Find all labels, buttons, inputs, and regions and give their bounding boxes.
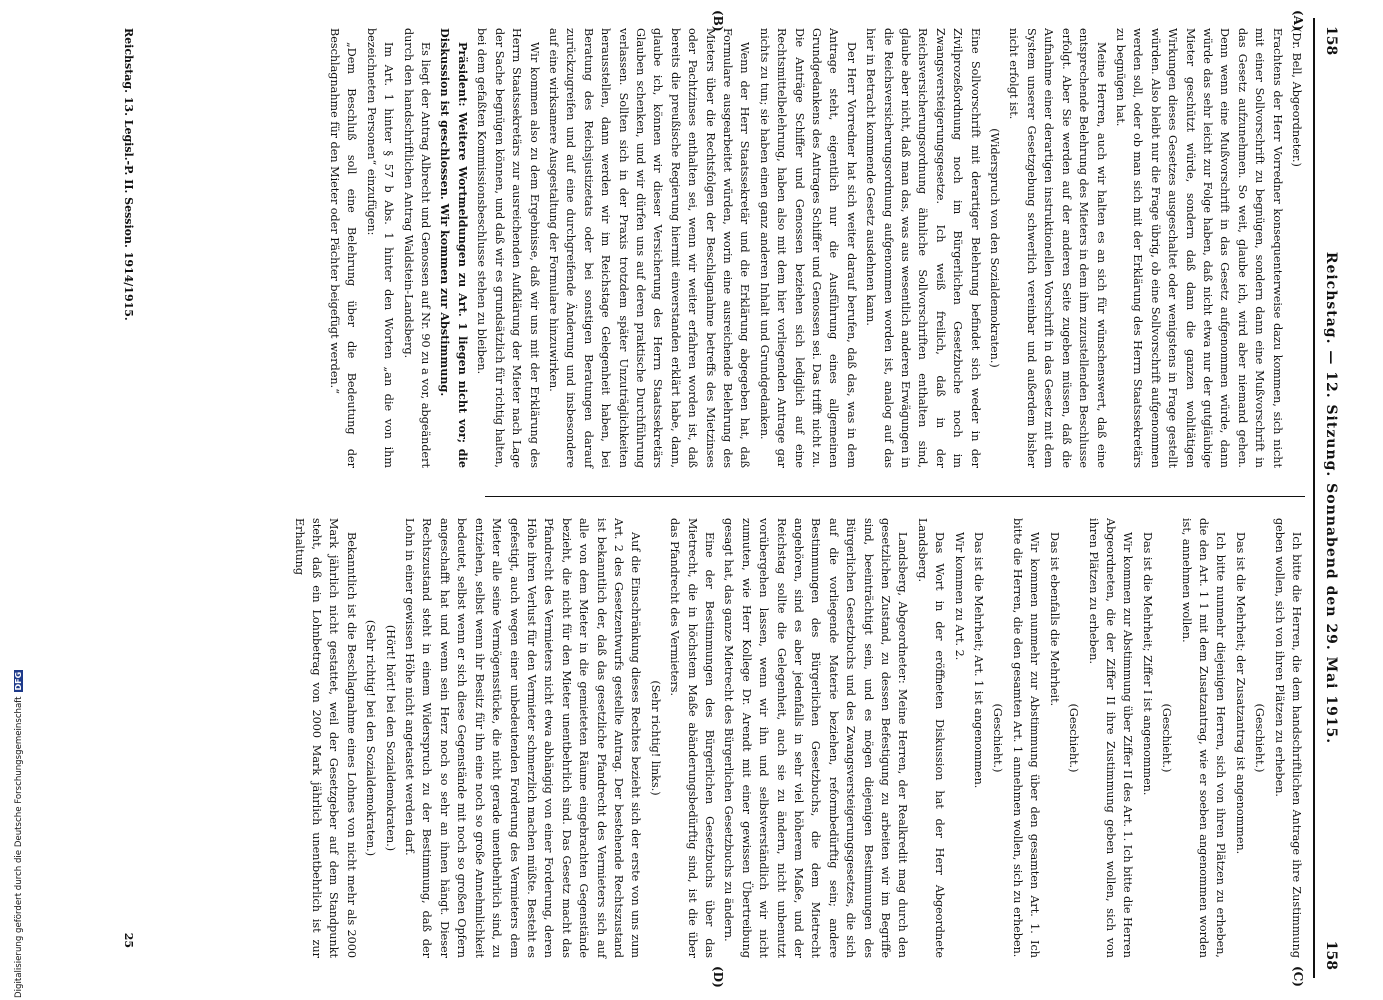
right-column [115, 518, 1305, 958]
margin-marker-a: (A) [1291, 10, 1305, 31]
credit-text: Digitalisierung gefördert durch die Deutsche Forschungsgemeinschaft [14, 696, 24, 998]
running-head: Reichstag. — 12. Sitzung. Sonnabend den 29. Mai 1915. [1323, 251, 1339, 745]
paragraph: Wir kommen zur Abstimmung über Ziffer II des Art. 1. Ich bitte die Herren Abgeordneten, die der Ziffer II ihre Zustimmung geben wollen, sich von ihren Plätzen zu erheben. [1086, 518, 1135, 958]
paragraph: Wir kommen nunmehr zur Abstimmung über den gesamten Art. 1. Ich bitte die Herren, die den gesamten Art. 1 annehmen wollen, sich zu erheben. [1010, 518, 1042, 958]
paragraph: Wir kommen also zu dem Ergebnisse, daß wir uns mit der Erklärung des Herrn Staatssekretärs zur ausreichenden Aufklärung der Mieter nach Lage der Sache begnügen können, und daß wir es grundsätzlich für richtig halten, bei dem gefaßten Kommissionsbeschlusse stehen zu bleiben. [475, 28, 541, 468]
president-statement: Präsident: Weitere Wortmeldungen zu Art. 1 liegen nicht vor; die Diskussion ist geschlossen. Wir kommen zur Abstimmung. [438, 28, 470, 468]
rotated-sheet [95, 10, 1345, 988]
page-number-right: 158 [1323, 940, 1339, 970]
stage-direction: (Geschieht.) [1160, 703, 1174, 773]
paragraph: Auf die Einschränkung dieses Rechtes bezieht sich der erste von uns zum Art. 2 des Gesetzentwurfs gestellte Antrag. Der bestehende Rechtszustand ist bekanntlich der, daß das gesetzliche Pfandrecht des Vermieters sich auf alle von dem Mieter in die gemieteten Räume eingebrachten Gegenstände bezieht, die nicht für den Mieter unentbehrlich sind. Das Gesetz macht das Pfandrecht des Vermieters nicht etwa abhängig von einer Forderung, deren Höhe ihren Verlust für den Vermieter schmerzlich machen müßte. Besteht es gefestigt, auch wegen einer unbedeutenden Forderung des Vermieters dem Mieter alle seine Vermögensstücke, die nicht gerade unentbehrlich sind, zu entziehen, selbst wenn ihr Besitz für ihn eine noch so große Annehmlichkeit bedeutet, selbst wenn er sich diese Gegenstände mit noch so großen Opfern angeschafft hat und wenn sein Herz noch so sehr an ihnen hängt. Dieser Rechtszustand steht in einem Widerspruch zu der Bestimmung, daß der Lohn in einer gewissen Höhe nicht angetastet werden darf. [403, 518, 643, 958]
stage-direction: (Widerspruch von den Sozialdemokraten.) [988, 128, 1002, 368]
paragraph: Der Herr Vorredner hat sich weiter darauf berufen, daß das, was in dem Antrage steht, eigentlich nur die Ausführung eines allgemeinen Grundgedankens des Antrages Schiffer und Genossen sei. Das trifft nicht zu. Die Anträge Schiffer und Genossen beziehen sich lediglich auf eine Rechtsmittelbelehrung, haben also mit dem hier vorliegenden Antrage gar nichts zu tun; sie haben einen ganz anderen Inhalt und Grundgedanken. [757, 28, 858, 468]
paragraph: Das ist ebenfalls die Mehrheit. [1047, 532, 1061, 707]
paragraph: Wir kommen zu Art. 2. [952, 532, 966, 661]
speaker-tag: (Dr. Bell, Abgeordneter.) [1290, 28, 1303, 167]
paragraph: Das Wort in der eröffneten Diskussion hat der Herr Abgeordnete Landsberg. [915, 518, 947, 958]
paragraph: Bekanntlich ist die Beschlagnahme eines Lohnes von nicht mehr als 2000 Mark jährlich nicht gestattet, weil der Gesetzgeber auf dem Standpunkt steht, daß ein Lohnbetrag von 2000 Mark jährlich unentbehrlich ist zur Erhaltung [292, 518, 358, 958]
paragraph: Erachtens der Herr Vorredner konsequenterweise dazu kommen, sich nicht mit einer Sollvorschrift zu begnügen, sondern dann eine Mußvorschrift in das Gesetz aufzunehmen. So weit, glaube ich, wird aber niemand gehen. Denn wenn eine Mußvorschrift in das Gesetz aufgenommen würde, dann würde das sehr leicht zur Folge haben, daß nicht etwa nur der gutgläubige Mieter geschützt würde, sondern daß dann die ganzen wohltätigen Wirkungen dieses Gesetzes ausgeschaltet oder wenigstens in Frage gestellt würden. Also bleibt nur die Frage übrig, ob eine Sollvorschrift aufgenommen werden soll, oder ob man sich mit der Erklärung des Herrn Staatssekretärs zu begnügen hat. [1113, 28, 1284, 468]
digitization-credit [2, 603, 24, 998]
quoted-amendment: „Dem Beschluß soll eine Belehrung über die Bedeutung der Beschlagnahme für den Mieter oder Pächter beigefügt werden.“ [328, 28, 359, 468]
page-header [1313, 18, 1345, 978]
stage-direction: (Geschieht.) [1253, 703, 1267, 773]
paragraph: Ich bitte nunmehr diejenigen Herren, sich von ihren Plätzen zu erheben, die den Art. 1 1 mit dem Zusatzantrag, wie er soeben angenommen worden ist, annehmen wollen. [1179, 518, 1228, 958]
stage-direction: (Hört! hört! bei den Sozialdemokraten.) [383, 624, 397, 852]
footer-signature: 25 [122, 932, 135, 948]
margin-marker-d: (D) [711, 966, 725, 988]
paragraph: Wenn der Herr Staatssekretär und die Erklärung abgegeben hat, daß Formulare ausgearbeitet würden, worin eine ausreichende Belehrung des Mieters über die Rechtsfolgen der Beschlagnahme betreffs des Mietzinses oder Pachtzinses enthalten sei, wenn wir weiter erfahren worden ist, daß bereits die preußische Regierung hiermit einverstanden erklärt habe, dann, glaube ich, können wir dieser Versicherung des Herrn Staatssekretärs Glauben schenken, und wir dürfen uns auf deren praktische Durchführung verlassen. Sollten sich in der Praxis trotzdem später Unzuträglichkeiten herausstellen, dann werden wir im Reichstage Gelegenheit haben, bei Beratung des Reichsjustizetats oder bei sonstigen Beratungen darauf zurückzugreifen und auf eine durchgreifende Änderung und insbesondere auf eine wirksamere Ausgestaltung der Formulare hinzuwirken. [546, 28, 752, 468]
paragraph: Eine Sollvorschrift mit derartiger Belehrung befindet sich weder in der Zivilprozeßordnung noch im Bürgerlichen Gesetzbuche noch im Zwangsversteigerungsgesetze. Ich weiß freilich, daß in der Reichsversicherungsordnung ähnliche Sollvorschriften enthalten sind, glaube aber nicht, daß man das, was aus wesentlich anderen Erwägungen in die Reichsversicherungsordnung aufgenommen worden ist, analog auf das hier in Betracht kommende Gesetz ausdehnen kann. [864, 28, 982, 468]
dfg-logo: DFG [14, 671, 23, 691]
paragraph: Ich bitte die Herren, die dem handschriftlichen Antrage ihre Zustimmung geben wollen, sich von ihren Plätzen zu erheben. [1272, 518, 1303, 958]
paragraph: Das ist die Mehrheit; Ziffer I ist angenommen. [1140, 532, 1154, 796]
margin-marker-c: (C) [1291, 966, 1305, 987]
column-divider [485, 496, 1305, 497]
paragraph: Das ist die Mehrheit; der Zusatzantrag ist angenommen. [1233, 532, 1247, 855]
paragraph: Es liegt der Antrag Albrecht und Genossen auf Nr. 90 zu a vor, abgeändert durch den handschriftlichen Antrag Waldstein-Landsberg. [401, 28, 433, 468]
page-number-left: 158 [1323, 26, 1339, 56]
left-column [115, 28, 1305, 468]
stage-direction: (Geschieht.) [1067, 703, 1081, 773]
paragraph: Im Art. 1 hinter § 57 b Abs. 1 hinter den Worten „an die von ihm bezeichneten Personen“ einzufügen: [364, 28, 396, 468]
paragraph: Eine der Bestimmungen des Bürgerlichen Gesetzbuchs über das Mietrecht, die in höchstem Maße abänderungsbedürftig sind, ist die über das Pfandrecht des Vermieters. [668, 518, 716, 958]
margin-marker-b: (B) [711, 10, 725, 32]
stage-direction: (Sehr richtig! bei den Sozialdemokraten.) [364, 619, 378, 857]
paragraph: Meine Herren, auch wir halten es an sich für wünschenswert, daß eine entsprechende Belehrung des Mieters in dem ihm zuzustellenden Beschlusse erfolgt. Aber Sie werden auf der anderen Seite zugeben müssen, daß die Aufnahme einer derartigen instruktionellen Vorschrift in das Gesetz mit dem System unserer Gesetzgebung schwerlich vereinbar und außerdem bisher nicht erfolgt ist. [1007, 28, 1108, 468]
stage-direction: (Geschieht.) [991, 703, 1005, 773]
speaker-paragraph: Landsberg, Abgeordneter: Meine Herren, der Realkredit mag durch den gesetzlichen Zustand, zu dessen Befestigung zu arbeiten wir im Begriffe sind, beeinträchtigt sein, und es mögen diejenigen Bestimmungen des Bürgerlichen Gesetzbuchs und des Zwangsversteigerungsgesetzes, die sich auf die vorliegende Materie beziehen, reformbedürftig sein; andere Bestimmungen des Bürgerlichen Gesetzbuchs, die dem Mietrecht angehören, sind es aber jedenfalls in sehr viel höherem Maße, und der Reichstag sollte die Gelegenheit, auch sie zu ändern, nicht unbenutzt vorübergehen lassen, wenn wir ihn und selbstverständlich wir nicht zumuten, wie Herr Kollege Dr. Arendt mit einer gewissen Übertreibung gesagt hat, das ganze Mietrecht des Bürgerlichen Gesetzbuchs zu ändern. [722, 518, 910, 958]
stage-direction: (Sehr richtig! links.) [648, 680, 662, 796]
footer-publication: Reichstag. 13. Legisl.-P. II. Session. 1914/1915. [122, 28, 135, 321]
paragraph: Das ist die Mehrheit; Art. 1 ist angenommen. [972, 532, 986, 789]
